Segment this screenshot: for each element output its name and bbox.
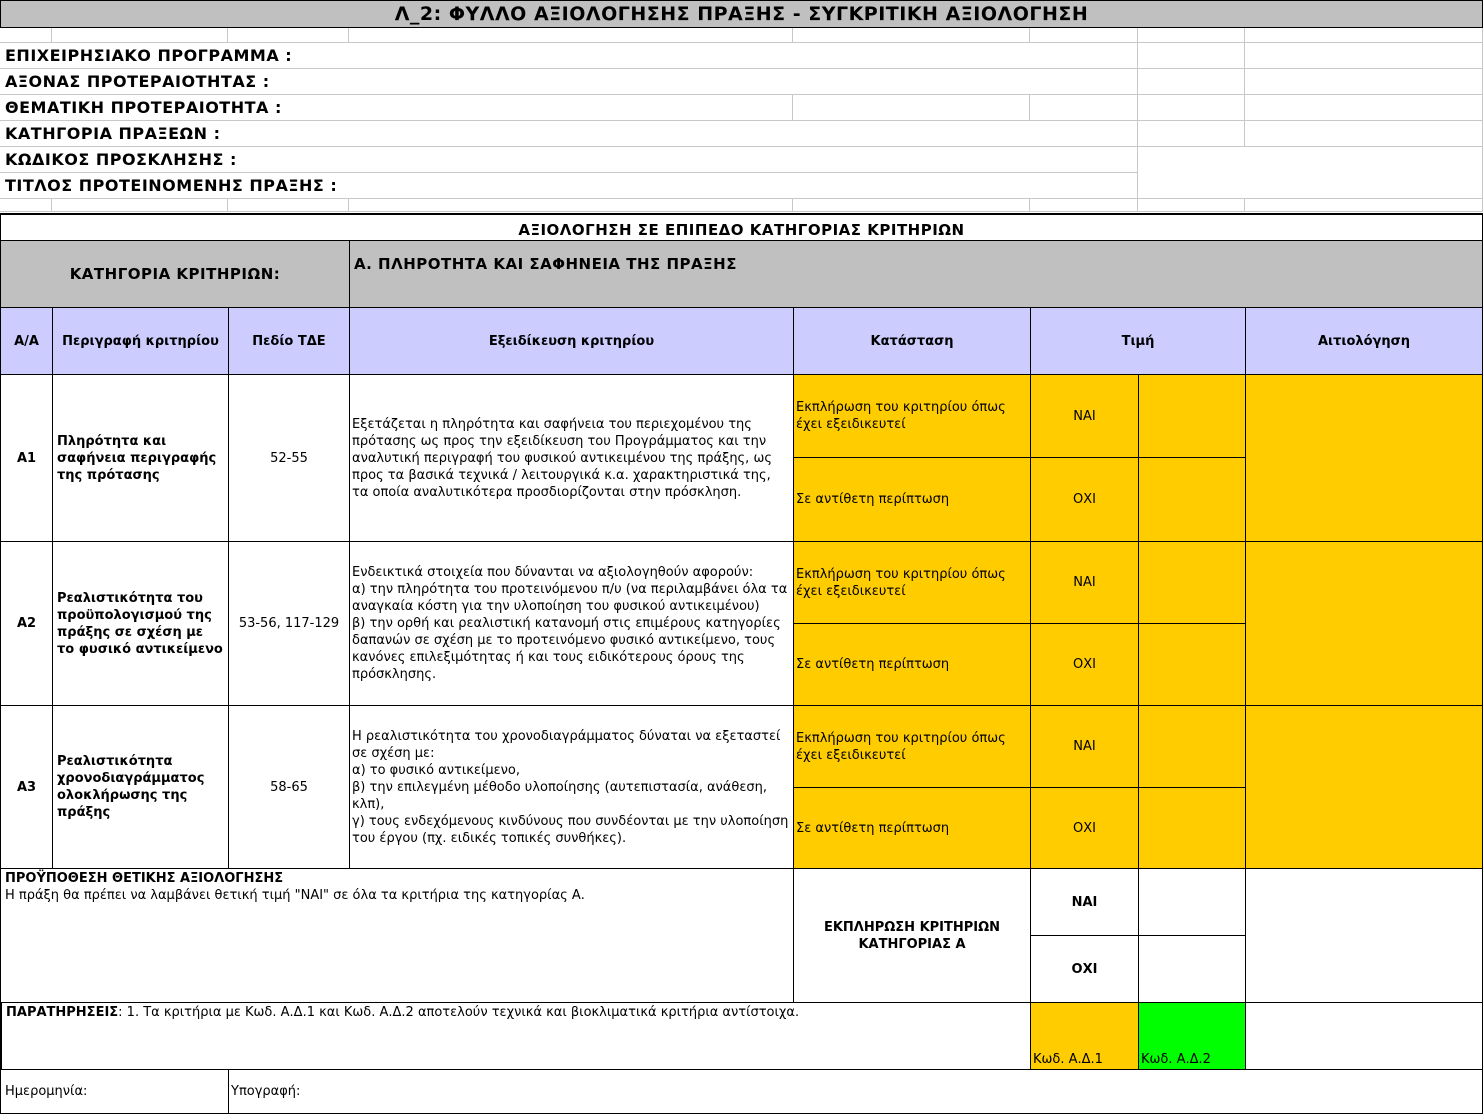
- grid-cell[interactable]: [52, 199, 228, 212]
- criterion-a2-justification[interactable]: [1245, 541, 1483, 706]
- grid-cell[interactable]: [1138, 69, 1245, 95]
- criterion-a3-status-yes: [793, 705, 1031, 788]
- grid-cell[interactable]: [1245, 43, 1483, 69]
- col-header-status-text: Κατάσταση: [870, 333, 954, 349]
- grid-cell[interactable]: [1245, 69, 1483, 95]
- criterion-a1-status-yes: [793, 374, 1031, 458]
- grid-cell[interactable]: [228, 199, 349, 212]
- col-header-description-text: Περιγραφή κριτηρίου: [62, 333, 219, 349]
- col-header-value-text: Τιμή: [1121, 333, 1155, 349]
- grid-cell[interactable]: [1138, 199, 1245, 212]
- criterion-a3-yes-mark[interactable]: [1138, 705, 1246, 788]
- criterion-a3-id: [0, 705, 53, 869]
- grid-cell[interactable]: [793, 95, 1030, 121]
- grid-cell[interactable]: [0, 199, 52, 212]
- grid-cell[interactable]: [1030, 28, 1138, 43]
- criterion-a1-no: [1030, 457, 1139, 542]
- grid-cell[interactable]: [1138, 43, 1245, 69]
- criterion-a3-description-text: Ρεαλιστικότητα χρονοδιαγράμματος ολοκλήρωσης της πράξης: [57, 754, 205, 820]
- criterion-a1-justification[interactable]: [1245, 374, 1483, 542]
- col-header-field: [228, 307, 350, 375]
- criterion-a2-description: [52, 541, 229, 706]
- criterion-a3-field-text: 58-65: [270, 779, 308, 795]
- criterion-a1-id: [0, 374, 53, 542]
- criterion-a3-id-text: Α3: [16, 779, 37, 795]
- criterion-a1-yes-mark[interactable]: [1138, 374, 1246, 458]
- criterion-a3-yes: [1030, 705, 1139, 788]
- criterion-a2-spec: [349, 541, 794, 706]
- criterion-a1-spec-text: Εξετάζεται η πληρότητα και σαφήνεια του περιεχομένου της πρότασης ως προς την εξειδίκευση του Προγράμματος και την αναλυτική περιγραφή του φυσικού αντικειμένου της πράξης, ως προς τα βασικά τεχνικά / λειτουργικά κ.α. χαρακτηριστικά της, τα οποία αναλυτικότερα προσδιορίζονται στην πρόσκληση.: [352, 416, 772, 500]
- col-header-aa-text: Α/Α: [14, 333, 39, 349]
- fulfillment-yes: [1030, 868, 1139, 936]
- grid-cell[interactable]: [1030, 199, 1138, 212]
- criterion-a3-no-mark[interactable]: [1138, 787, 1246, 869]
- grid-cell[interactable]: [1138, 147, 1483, 199]
- criterion-a3-status-no: [793, 787, 1031, 869]
- thematic-label: ΘΕΜΑΤΙΚΗ ΠΡΟΤΕΡΑΙΟΤΗΤΑ :: [5, 98, 282, 117]
- criterion-a2-description-text: Ρεαλιστικότητα του προϋπολογισμού της πράξης σε σχέση με το φυσικό αντικείμενο: [57, 590, 223, 657]
- criterion-a2-spec-text: Ενδεικτικά στοιχεία που δύνανται να αξιολογηθούν αφορούν: α) την πληρότητα του προτεινόμενου π/υ (να περιλαμβάνει όλα τα αναγκαία κόστη για την υλοποίηση του φυσικού αντικειμένου) β) την ορθή και ρεαλιστική κατανομή στις επιμέρους κατηγορίες δαπανών σε σχέση με το προτεινόμενο φυσικό αντικείμενο, τους κανόνες επιλεξιμότητας ή και τους ειδικότερους όρους της πρόσκλησης.: [352, 565, 788, 682]
- criterion-a3-field: [228, 705, 350, 869]
- col-header-justification-text: Αιτιολόγηση: [1317, 333, 1411, 349]
- precondition-title: ΠΡΟΫΠΟΘΕΣΗ ΘΕΤΙΚΗΣ ΑΞΙΟΛΟΓΗΣΗΣ: [5, 871, 284, 886]
- grid-cell[interactable]: [1245, 199, 1483, 212]
- criterion-a3-no: [1030, 787, 1139, 869]
- col-header-spec-text: Εξειδίκευση κριτηρίου: [488, 333, 655, 349]
- criterion-a3-spec: [349, 705, 794, 869]
- grid-cell[interactable]: [349, 199, 793, 212]
- signature-cell[interactable]: [228, 1069, 1483, 1114]
- criterion-a3-spec-text: Η ρεαλιστικότητα του χρονοδιαγράμματος δύναται να εξεταστεί σε σχέση με: α) το φυσικό αντικείμενο, β) την επιλεγμένη μέθοδο υλοποίησης (αυτεπιστασία, ανάθεση, κλπ), γ) τους ενδεχόμενους κινδύνους που συνδέονται με την υλοποίηση του έργου (πχ. ειδικές τοπικές συνθήκες).: [352, 728, 789, 846]
- criterion-a1-field: [228, 374, 350, 542]
- fulfillment-yes-mark[interactable]: [1138, 868, 1246, 936]
- fulfillment-no-text: ΟΧΙ: [1071, 961, 1098, 977]
- criterion-a2-status-no-text: Σε αντίθετη περίπτωση: [796, 657, 950, 672]
- criterion-a2-status-yes-text: Εκπλήρωση του κριτηρίου όπως έχει εξειδικευτεί: [796, 566, 1006, 599]
- category-criteria-value-cell: [349, 240, 1483, 308]
- col-header-description: [52, 307, 229, 375]
- fulfillment-yes-text: ΝΑΙ: [1071, 894, 1098, 910]
- criterion-a1-yes-text: ΝΑΙ: [1073, 408, 1096, 424]
- grid-cell[interactable]: [793, 199, 1030, 212]
- criterion-a2-yes: [1030, 541, 1139, 624]
- grid-cell[interactable]: [793, 28, 1030, 43]
- remarks-cell: [0, 1002, 1031, 1070]
- fulfillment-cell: [793, 868, 1031, 1003]
- grid-cell[interactable]: [1138, 121, 1245, 147]
- fulfillment-no: [1030, 935, 1139, 1003]
- grid-cell[interactable]: [1138, 28, 1245, 43]
- fulfillment-text: ΕΚΠΛΗΡΩΣΗ ΚΡΙΤΗΡΙΩΝ ΚΑΤΗΓΟΡΙΑΣ Α: [823, 919, 1001, 952]
- grid-cell[interactable]: [1245, 95, 1483, 121]
- signature-label: Υπογραφή:: [231, 1084, 301, 1099]
- criterion-a1-no-mark[interactable]: [1138, 457, 1246, 542]
- criterion-a1-id-text: Α1: [16, 450, 37, 466]
- criterion-a2-no-mark[interactable]: [1138, 623, 1246, 706]
- criterion-a3-status-yes-text: Εκπλήρωση του κριτηρίου όπως έχει εξειδικευτεί: [796, 730, 1006, 763]
- program-label: ΕΠΙΧΕΙΡΗΣΙΑΚΟ ΠΡΟΓΡΑΜΜΑ :: [5, 46, 293, 65]
- col-header-value: [1030, 307, 1246, 375]
- criterion-a3-justification[interactable]: [1245, 705, 1483, 869]
- code-ad1-text: Κωδ. Α.Δ.1: [1033, 1052, 1103, 1067]
- col-header-justification: [1245, 307, 1483, 375]
- sheet-title-text: Λ_2: ΦΥΛΛΟ ΑΞΙΟΛΟΓΗΣΗΣ ΠΡΑΞΗΣ - ΣΥΓΚΡΙΤΙΚΗ ΑΞΙΟΛΟΓΗΣΗ: [394, 3, 1089, 25]
- fulfillment-justification[interactable]: [1245, 868, 1483, 1003]
- criterion-a2-yes-mark[interactable]: [1138, 541, 1246, 624]
- criterion-a2-no: [1030, 623, 1139, 706]
- grid-cell[interactable]: [1245, 121, 1483, 147]
- precondition-cell: [0, 868, 794, 1003]
- action-title-label: ΤΙΤΛΟΣ ΠΡΟΤΕΙΝΟΜΕΝΗΣ ΠΡΑΞΗΣ :: [5, 176, 338, 195]
- grid-cell[interactable]: [0, 28, 52, 43]
- code-ad2-cell: [1138, 1002, 1246, 1070]
- criterion-a3-yes-text: ΝΑΙ: [1073, 739, 1096, 754]
- date-cell[interactable]: [0, 1069, 229, 1114]
- category-criteria-value: Α. ΠΛΗΡΟΤΗΤΑ ΚΑΙ ΣΑΦΗΝΕΙΑ ΤΗΣ ΠΡΑΞΗΣ: [354, 255, 737, 273]
- criterion-a1-yes: [1030, 374, 1139, 458]
- date-label: Ημερομηνία:: [5, 1084, 88, 1099]
- sheet-title: [0, 0, 1483, 28]
- category-criteria-label: ΚΑΤΗΓΟΡΙΑ ΚΡΙΤΗΡΙΩΝ:: [69, 265, 281, 283]
- criterion-a2-field: [228, 541, 350, 706]
- col-header-status: [793, 307, 1031, 375]
- criterion-a1-status-no: [793, 457, 1031, 542]
- criterion-a1-field-text: 52-55: [270, 450, 308, 466]
- grid-cell[interactable]: [228, 28, 349, 43]
- section-title: [0, 213, 1483, 241]
- criterion-a1-status-yes-text: Εκπλήρωση του κριτηρίου όπως έχει εξειδικευτεί: [796, 400, 1006, 432]
- criterion-a2-id: [0, 541, 53, 706]
- criterion-a2-status-yes: [793, 541, 1031, 624]
- remarks-extra-cell[interactable]: [1245, 1002, 1483, 1070]
- grid-cell[interactable]: [52, 28, 228, 43]
- precondition-text: Η πράξη θα πρέπει να λαμβάνει θετική τιμή "ΝΑΙ" σε όλα τα κριτήρια της κατηγορίας Α.: [5, 888, 585, 903]
- col-header-aa: [0, 307, 53, 375]
- remarks-text: : 1. Τα κριτήρια με Κωδ. Α.Δ.1 και Κωδ. Α.Δ.2 αποτελούν τεχνικά και βιοκλιματικά κριτήρια αντίστοιχα.: [118, 1005, 800, 1020]
- criterion-a1-no-text: ΟΧΙ: [1073, 492, 1096, 507]
- code-ad1-cell: [1030, 1002, 1139, 1070]
- section-title-text: ΑΞΙΟΛΟΓΗΣΗ ΣΕ ΕΠΙΠΕΔΟ ΚΑΤΗΓΟΡΙΑΣ ΚΡΙΤΗΡΙΩΝ: [518, 220, 965, 239]
- call-code-label: ΚΩΔΙΚΟΣ ΠΡΟΣΚΛΗΣΗΣ :: [5, 150, 237, 169]
- axis-label: ΑΞΟΝΑΣ ΠΡΟΤΕΡΑΙΟΤΗΤΑΣ :: [5, 72, 270, 91]
- criterion-a3-status-no-text: Σε αντίθετη περίπτωση: [796, 820, 950, 836]
- fulfillment-no-mark[interactable]: [1138, 935, 1246, 1003]
- category-criteria-label-cell: [0, 240, 350, 308]
- criterion-a1-status-no-text: Σε αντίθετη περίπτωση: [796, 492, 950, 507]
- remarks-label: ΠΑΡΑΤΗΡΗΣΕΙΣ: [6, 1005, 119, 1020]
- grid-cell[interactable]: [1030, 95, 1138, 121]
- criterion-a2-status-no: [793, 623, 1031, 706]
- grid-cell[interactable]: [1245, 28, 1483, 43]
- criterion-a2-field-text: 53-56, 117-129: [238, 616, 340, 631]
- criterion-a3-no-text: ΟΧΙ: [1073, 820, 1096, 836]
- criterion-a3-description: [52, 705, 229, 869]
- grid-cell[interactable]: [349, 28, 793, 43]
- criterion-a1-description: [52, 374, 229, 542]
- criterion-a2-no-text: ΟΧΙ: [1073, 657, 1096, 672]
- criterion-a2-yes-text: ΝΑΙ: [1073, 575, 1096, 590]
- col-header-spec: [349, 307, 794, 375]
- criterion-a1-description-text: Πληρότητα και σαφήνεια περιγραφής της πρότασης: [57, 433, 217, 483]
- grid-cell[interactable]: [1138, 95, 1245, 121]
- col-header-field-text: Πεδίο ΤΔΕ: [252, 333, 326, 349]
- criterion-a2-id-text: Α2: [16, 616, 37, 631]
- code-ad2-text: Κωδ. Α.Δ.2: [1141, 1052, 1211, 1067]
- category-label: ΚΑΤΗΓΟΡΙΑ ΠΡΑΞΕΩΝ :: [5, 124, 221, 143]
- criterion-a1-spec: [349, 374, 794, 542]
